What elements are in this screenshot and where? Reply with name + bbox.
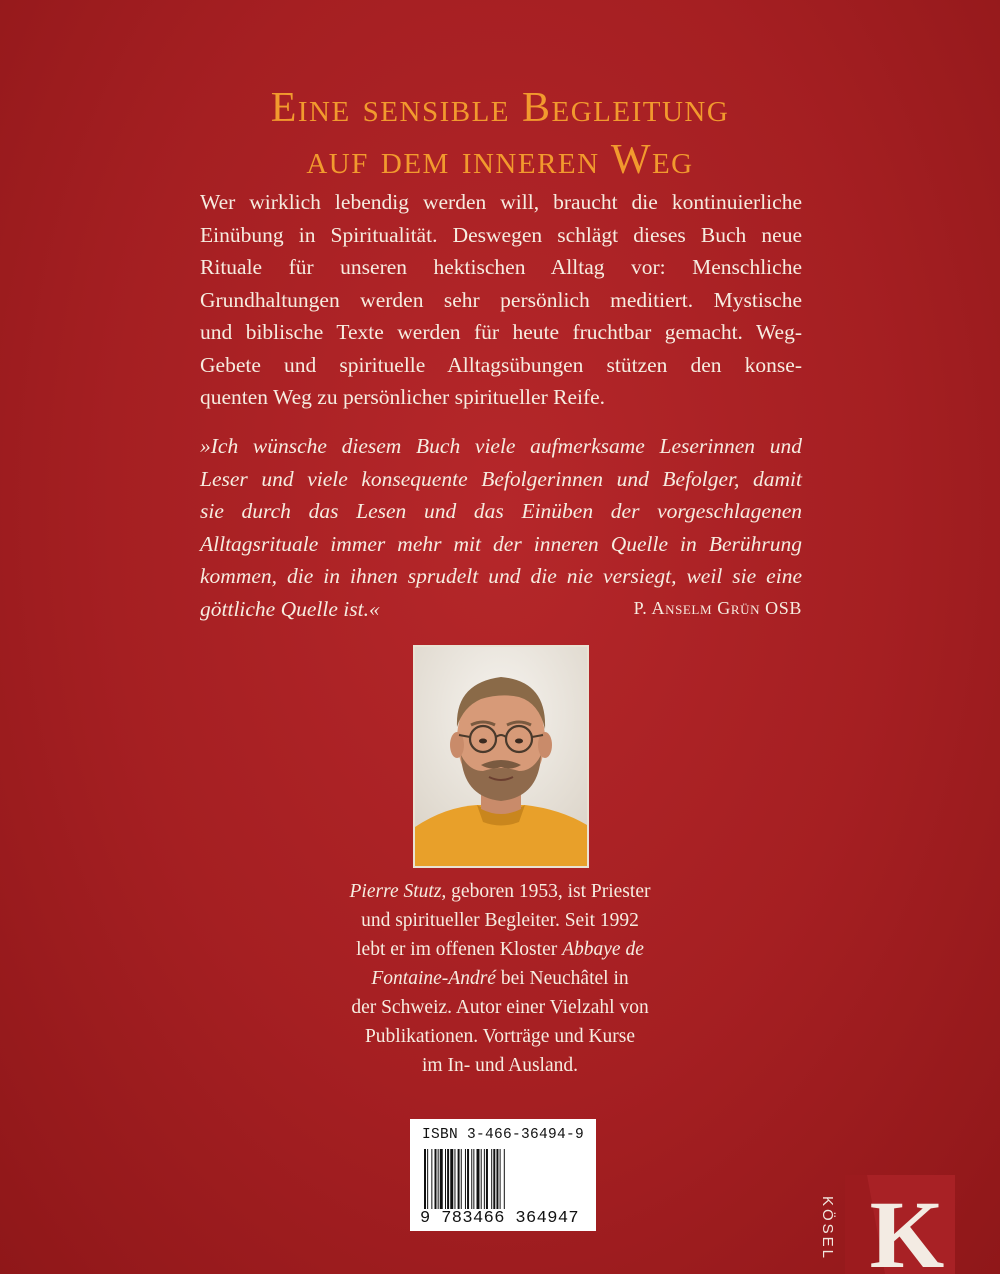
- publisher-logo: [845, 1175, 955, 1274]
- barcode-bar: [486, 1149, 488, 1209]
- barcode-bar: [471, 1149, 472, 1209]
- endorsement-quote: [200, 430, 802, 625]
- monastery-name: Abbaye de: [562, 939, 644, 960]
- barcode-bar: [445, 1149, 446, 1209]
- barcode-bar: [500, 1149, 501, 1209]
- bio-text: lebt er im offenen Kloster: [356, 939, 563, 960]
- bio-line: der Schweiz. Autor einer Vielzahl von: [351, 997, 649, 1018]
- blurb-line: Wer wirklich lebendig werden will, braucht die kontinuierliche: [200, 190, 802, 214]
- ean-number: 9 783466 364947: [420, 1209, 580, 1228]
- quote-attribution: P. Anselm Grün OSB: [633, 598, 802, 618]
- bio-line: [300, 964, 700, 993]
- barcode-bar: [438, 1149, 439, 1209]
- blurb-line: Grundhaltungen werden sehr persönlich meditiert. Mystische: [200, 287, 802, 312]
- barcode-icon: [424, 1149, 584, 1209]
- quote-line: Alltagsrituale immer mehr mit der inneren Quelle in Berührung: [200, 531, 802, 556]
- isbn-number: ISBN 3-466-36494-9: [422, 1127, 585, 1143]
- barcode-bar: [484, 1149, 485, 1209]
- barcode-label: [410, 1119, 596, 1231]
- blurb-line: quenten Weg zu persönlicher spiritueller Reife.: [200, 385, 606, 409]
- barcode-bar: [435, 1149, 437, 1209]
- bio-line: Publikationen. Vorträge und Kurse: [364, 1026, 636, 1047]
- barcode-bar: [467, 1149, 469, 1209]
- barcode-bar: [504, 1149, 505, 1209]
- bio-line: und spiritueller Begleiter. Seit 1992: [361, 910, 639, 931]
- author-photo: [413, 645, 589, 868]
- blurb-line: Rituale für unseren hektischen Alltag vor: Menschliche: [200, 255, 802, 279]
- headline-line-2: auf dem inneren Weg: [306, 137, 694, 183]
- monastery-name: Fontaine-André: [371, 968, 496, 989]
- barcode-bar: [431, 1149, 432, 1209]
- barcode-bar: [491, 1149, 492, 1209]
- barcode-bar: [473, 1149, 474, 1209]
- bio-line: [300, 935, 700, 964]
- barcode-bar: [447, 1149, 449, 1209]
- quote-line: »Ich wünsche diesem Buch viele aufmerksame Leserinnen und: [200, 434, 802, 458]
- bio-text: geboren 1953, ist Priester: [446, 881, 651, 902]
- publisher-name: KÖSEL: [819, 1196, 836, 1262]
- barcode-bar: [450, 1149, 453, 1209]
- author-bio: [300, 877, 700, 1080]
- author-portrait-image: [415, 647, 587, 866]
- headline-line-1: Eine sensible Begleitung: [270, 85, 730, 131]
- bio-line: [300, 877, 700, 906]
- quote-line: kommen, die in ihnen sprudelt und die nie versiegt, weil sie eine: [200, 564, 802, 588]
- barcode-bar: [465, 1149, 466, 1209]
- quote-line: sie durch das Lesen und das Einüben der vorgeschlagenen: [200, 499, 802, 523]
- barcode-bar: [496, 1149, 498, 1209]
- quote-line: Leser und viele konsequente Befolgerinnen und Befolger, damit: [200, 466, 802, 491]
- barcode-bar: [440, 1149, 443, 1209]
- blurb-line: und biblische Texte werden für heute fruchtbar gemacht. Weg-: [200, 320, 802, 344]
- headline: [180, 82, 820, 186]
- blurb-line: Einübung in Spiritualität. Deswegen schlägt dieses Buch neue: [200, 222, 802, 247]
- barcode-bar: [461, 1149, 462, 1209]
- blurb-paragraph: [200, 186, 802, 414]
- barcode-bar: [458, 1149, 460, 1209]
- bio-line: im In- und Ausland.: [422, 1055, 578, 1076]
- barcode-bar: [481, 1149, 482, 1209]
- barcode-bar: [427, 1149, 428, 1209]
- author-name: Pierre Stutz,: [349, 881, 447, 902]
- barcode-bar: [454, 1149, 455, 1209]
- barcode-bar: [424, 1149, 426, 1209]
- blurb-line: Gebete und spirituelle Alltagsübungen stützen den konse-: [200, 352, 802, 377]
- publisher-logo-letter: K: [869, 1181, 945, 1274]
- barcode-bar: [493, 1149, 495, 1209]
- quote-line: göttliche Quelle ist.«: [200, 596, 380, 621]
- barcode-bar: [477, 1149, 480, 1209]
- bio-text: bei Neuchâtel in: [495, 968, 629, 989]
